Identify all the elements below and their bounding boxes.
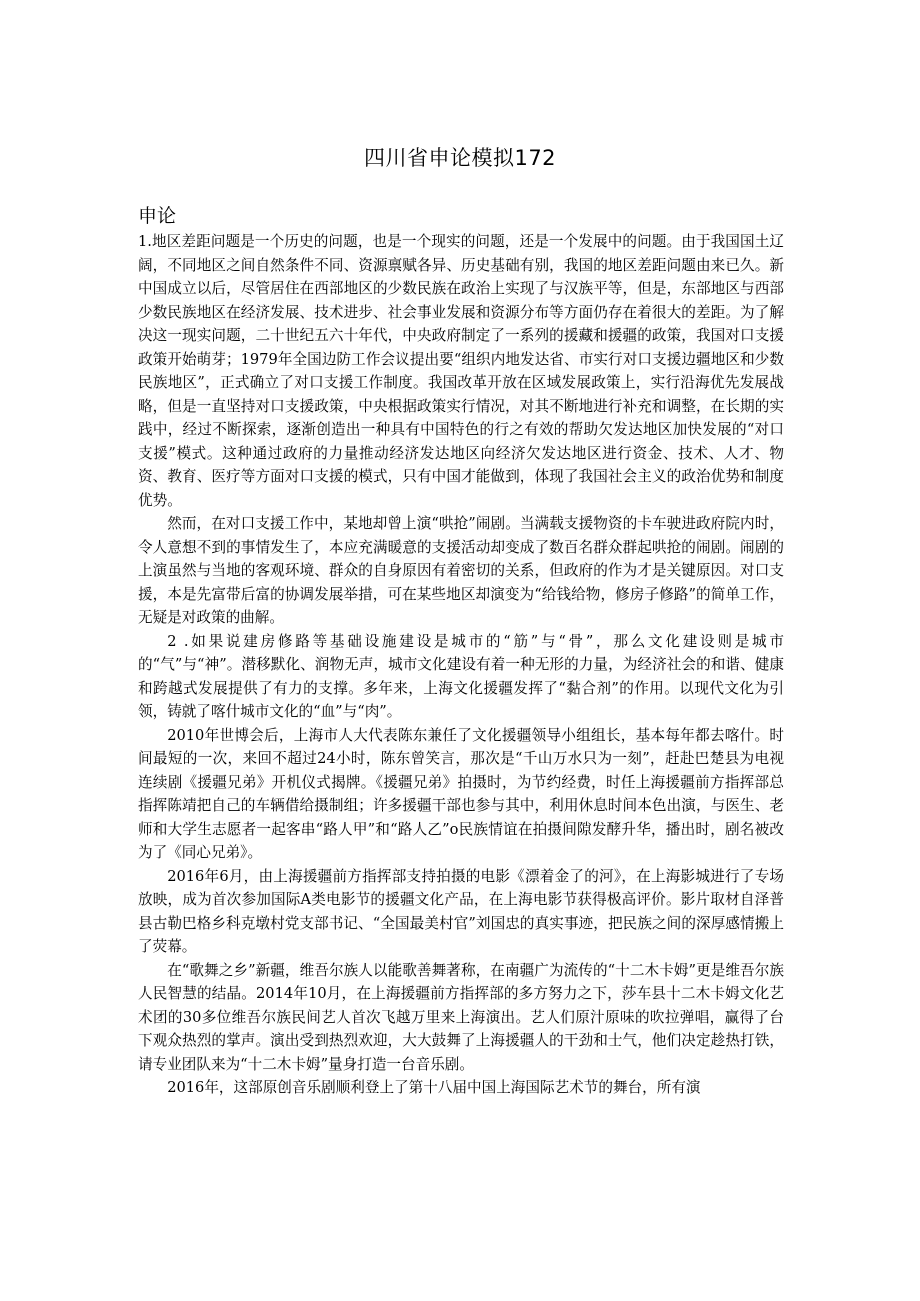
body-text <box>138 230 784 1100</box>
paragraph: 2016年6月，由上海援疆前方指挥部支持拍摄的电影《漂着金了的河》，在上海影城进行了专场放映，成为首次参加国际A类电影节的援疆文化产品，在上海电影节获得极高评价。影片取材自泽普县古勒巴格乡科克墩村党支部书记、“全国最美村官”刘国忠的真实事迹，把民族之间的深厚感情搬上了荧幕。 <box>138 867 784 955</box>
section-heading: 申论 <box>138 205 177 227</box>
paragraph: 2010年世博会后，上海市人大代表陈东兼任了文化援疆领导小组组长，基本每年都去喀什。时间最短的一次，来回不超过24小时，陈东曾笑言，那次是“千山万水只为一刻”，赶赴巴楚县为电视连续剧《援疆兄弟》开机仪式揭牌。《援疆兄弟》拍摄时，为节约经费，时任上海援疆前方指挥部总指挥陈靖把自己的车辆借给摄制组；许多援疆干部也参与其中，利用休息时间本色出演，与医生、老师和大学生志愿者一起客串“路人甲”和“路人乙”o民族情谊在拍摄间隙发酵升华，播出时，剧名被改为了《同心兄弟》。 <box>138 726 784 861</box>
paragraph: 1.地区差距问题是一个历史的问题，也是一个现实的问题，还是一个发展中的问题。由于我国国土辽阔，不同地区之间自然条件不同、资源禀赋各异、历史基础有别，我国的地区差距问题由来已久。新中国成立以后，尽管居住在西部地区的少数民族在政治上实现了与汉族平等，但是，东部地区与西部少数民族地区在经济发展、技术进步、社会事业发展和资源分布等方面仍存在着很大的差距。为了解决这一现实问题，二十世纪五六十年代，中央政府制定了一系列的援藏和援疆的政策，我国对口支援政策开始萌芽；1979年全国边防工作会议提出要“组织内地发达省、市实行对口支援边疆地区和少数民族地区”，正式确立了对口支援工作制度。我国改革开放在区域发展政策上，实行沿海优先发展战略，但是一直坚持对口支援政策，中央根据政策实行情况，对其不断地进行补充和调整，在长期的实践中，经过不断探索，逐渐创造出一种具有中国特色的行之有效的帮助欠发达地区加快发展的“对口支援”模式。这种通过政府的力量推动经济发达地区向经济欠发达地区进行资金、技术、人才、物资、教育、医疗等方面对口支援的模式，只有中国才能做到，体现了我国社会主义的政治优势和制度优势。 <box>138 233 784 509</box>
paragraph: 2016年，这部原创音乐剧顺利登上了第十八届中国上海国际艺术节的舞台，所有演 <box>167 1079 701 1096</box>
paragraph: 在“歌舞之乡”新疆，维吾尔族人以能歌善舞著称，在南疆广为流传的“十二木卡姆”更是维吾尔族人民智慧的结晶。2014年10月，在上海援疆前方指挥部的多方努力之下，莎车县十二木卡姆文化艺术团的30多位维吾尔族民间艺人首次飞越万里来上海演出。艺人们原汁原味的吹拉弹唱，赢得了台下观众热烈的掌声。演出受到热烈欢迎，大大鼓舞了上海援疆人的干劲和士气，他们决定趁热打铁，请专业团队来为“十二木卡姆”量身打造一台音乐剧。 <box>138 961 784 1073</box>
paragraph: 然而，在对口支援工作中，某地却曾上演“哄抢”闹剧。当满载支援物资的卡车驶进政府院内时，令人意想不到的事情发生了，本应充满暖意的支援活动却变成了数百名群众群起哄抢的闹剧。闹剧的上演虽然与当地的客观环境、群众的自身原因有着密切的关系，但政府的作为才是关键原因。对口支援，本是先富带后富的协调发展举措，可在某些地区却演变为“给钱给物，修房子修路”的简单工作，无疑是对政策的曲解。 <box>138 515 784 626</box>
paragraph: 2 .如果说建房修路等基础设施建设是城市的“筋”与“骨”，那么文化建设则是城市的“气”与“神”。潜移默化、润物无声，城市文化建设有着一种无形的力量，为经济社会的和谐、健康和跨越式发展提供了有力的支撑。多年来，上海文化援疆发挥了“黏合剂”的作用。以现代文化为引领，铸就了喀什城市文化的“血”与“肉”。 <box>138 632 784 720</box>
document-title: 四川省申论模拟172 <box>363 146 557 170</box>
